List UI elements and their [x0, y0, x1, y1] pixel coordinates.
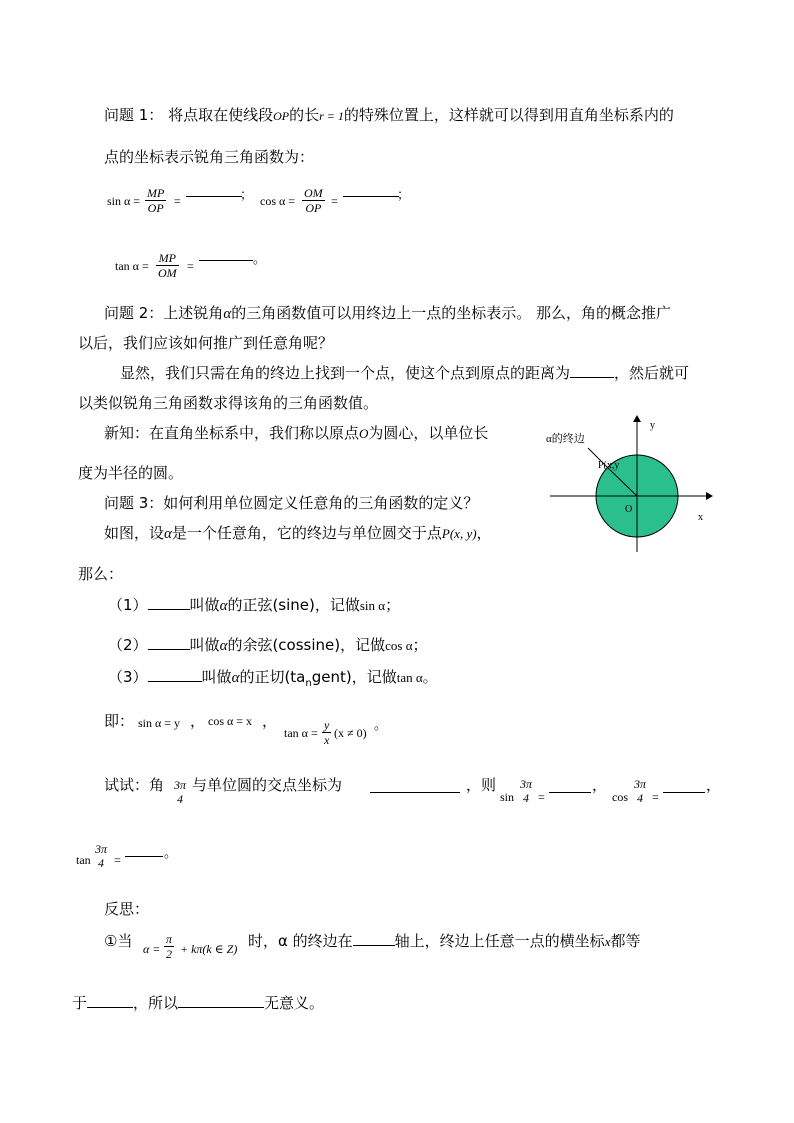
try-cos-eq: = — [652, 790, 659, 804]
q2-line3-b: ，然后就可 — [614, 364, 690, 382]
q2-line2-text: 以后，我们应该如何推广到任意角呢？ — [78, 334, 334, 352]
distance-blank — [570, 363, 614, 378]
def-num: （3） — [108, 668, 148, 686]
unit-circle-figure — [540, 410, 720, 560]
tan-lhs: tan α = — [115, 259, 149, 273]
try-comma2: ， — [706, 776, 722, 794]
tan-blank — [199, 246, 253, 261]
reflect-d: 都等 — [610, 932, 641, 950]
reflect-alpha-eq: α = — [143, 942, 161, 956]
def-end: 。 — [422, 668, 438, 686]
def-a: 叫做 — [189, 636, 220, 654]
alpha-symbol: α — [223, 306, 232, 322]
try-tan-fraction — [93, 842, 109, 870]
def-end: ； — [412, 636, 428, 654]
sin-num: MP — [147, 186, 165, 200]
try-cos-fraction — [632, 777, 648, 805]
q1-intro-a: 问题 1： 将点取在使线段 — [104, 106, 274, 124]
x-symbol: x — [604, 934, 611, 949]
q2-a: 问题 2：上述锐角 — [104, 304, 224, 322]
try-num: 3π — [95, 842, 108, 856]
try-sin: sin — [500, 790, 515, 804]
ji-tan-lhs: tan α = — [284, 726, 318, 740]
nk-a: 新知：在直角坐标系中，我们称以原点 — [104, 424, 360, 442]
reflect-pi-fraction — [164, 932, 174, 961]
reflect-c: 轴上，终边上任意一点的横坐标 — [394, 932, 605, 950]
alpha-symbol: α — [231, 670, 240, 686]
def-blank — [148, 635, 190, 650]
point-p-symbol: P(x, y) — [441, 526, 477, 541]
try-b: 与单位圆的交点坐标为 — [192, 776, 343, 794]
tan-period: 。 — [253, 252, 267, 267]
value-blank — [87, 993, 133, 1008]
def-symbol: sin α — [359, 598, 386, 613]
ji-tan-den: x — [324, 733, 330, 747]
sin-blank — [186, 182, 242, 197]
sin-eq: = — [174, 194, 181, 208]
try-coord-blank — [370, 778, 460, 793]
q2-line1 — [104, 302, 671, 325]
tan-num: MP — [158, 251, 176, 265]
try-den: 4 — [637, 791, 643, 805]
try-tan-eq: = — [114, 853, 121, 867]
reflect-b: 时，α 的终边在 — [248, 932, 353, 950]
try-sin-blank — [549, 778, 591, 793]
try-den: 4 — [523, 791, 529, 805]
q3-title — [104, 492, 478, 514]
q2-line4 — [78, 392, 378, 414]
q3-title-text: 问题 3：如何利用单位圆定义任意角的三角函数的定义？ — [104, 494, 479, 512]
try-den: 4 — [98, 856, 104, 870]
q3-a: 如图，设 — [104, 524, 165, 542]
def-symbol: tan α — [396, 670, 423, 685]
reflect-e: 于 — [72, 994, 88, 1012]
nk-line2: 度为半径的圆。 — [78, 464, 184, 482]
cos-fraction — [302, 186, 325, 215]
ji-label: 即： — [104, 712, 135, 730]
ji-sin: sin α = y — [138, 716, 181, 730]
def-end: ； — [385, 596, 401, 614]
def-cosine — [108, 634, 428, 657]
try-tan: tan — [76, 853, 91, 867]
q3-then — [78, 563, 123, 585]
ji-cond: (x ≠ 0) — [334, 726, 367, 740]
try-num: 3π — [634, 777, 647, 791]
origin-symbol: O — [359, 426, 369, 441]
reflect-f: ，所以 — [133, 994, 179, 1012]
y-axis-label: y — [650, 420, 655, 431]
alpha-symbol: α — [219, 638, 228, 654]
q2-line2 — [78, 332, 333, 354]
reflect-title-text: 反思： — [104, 900, 150, 918]
q2-line3 — [120, 362, 689, 384]
ji-tan-fraction — [322, 718, 331, 747]
q1-intro-c: 的特殊位置上，这样就可以得到用直角坐标系内的 — [343, 106, 674, 124]
x-axis-label: x — [698, 512, 703, 523]
def-b: 的余弦(cossine)，记做 — [227, 636, 386, 654]
r-eq-symbol: r = 1 — [319, 109, 344, 123]
nk-b: 为圆心，以单位长 — [368, 424, 489, 442]
q2-b: 的三角函数值可以用终边上一点的坐标表示。 那么，角的概念推广 — [231, 304, 671, 322]
q2-line3-a: 显然，我们只需在角的终边上找到一个点，使这个点到原点的距离为 — [120, 364, 571, 382]
try-end: 。 — [164, 846, 178, 861]
q2-line4-text: 以类似锐角三角函数求得该角的三角函数值。 — [78, 394, 379, 412]
ji-cos: cos α = x — [208, 714, 253, 728]
alpha-symbol: α — [164, 526, 172, 542]
q3-then-text: 那么： — [78, 565, 124, 583]
def-a: 叫做 — [189, 596, 220, 614]
def-blank — [148, 667, 202, 682]
def-blank — [148, 595, 190, 610]
try-angle-fraction — [172, 778, 188, 806]
def-num: （1） — [108, 596, 148, 614]
op-symbol: OP — [273, 109, 290, 123]
def-sine — [108, 594, 400, 617]
try-den: 4 — [177, 792, 183, 806]
cos-blank — [343, 182, 399, 197]
sin-den: OP — [145, 200, 166, 215]
try-cos: cos — [612, 790, 628, 804]
def-b: 的正弦(sine)，记做 — [227, 596, 360, 614]
q3-b: 是一个任意角，它的终边与单位圆交于点 — [171, 524, 442, 542]
reflect-line2 — [72, 992, 324, 1014]
def-tangent — [108, 666, 438, 695]
cos-lhs: cos α = — [260, 194, 296, 208]
q3-c: ， — [476, 524, 492, 542]
q1-line2-text: 点的坐标表示锐角三角函数为： — [104, 148, 315, 166]
try-sin-eq: = — [538, 790, 545, 804]
origin-label: O — [625, 504, 633, 515]
new-knowledge-line1 — [104, 422, 488, 445]
try-sin-fraction — [518, 777, 534, 805]
new-knowledge-line2 — [78, 462, 183, 484]
cos-semicolon: ； — [397, 188, 411, 203]
ji-end: 。 — [374, 718, 388, 733]
axis-blank — [353, 931, 395, 946]
try-a: 试试：角 — [104, 776, 165, 794]
tan-den: OM — [158, 266, 177, 280]
q1-intro-b: 的长 — [289, 106, 320, 124]
def-b2: gent)，记做 — [311, 668, 397, 686]
reflect-g: 无意义。 — [264, 994, 325, 1012]
try-comma: ， — [592, 776, 608, 794]
meaningless-blank — [178, 993, 264, 1008]
alpha-symbol: α — [219, 598, 228, 614]
ji-tan-num: y — [324, 718, 330, 732]
reflect-line1-rest — [248, 930, 640, 953]
ji-comma2: ， — [262, 712, 278, 730]
point-p-label: P(x,y — [598, 460, 620, 471]
try-num: 3π — [520, 777, 533, 791]
cos-eq: = — [331, 194, 338, 208]
try-num: 3π — [174, 778, 187, 792]
ji-comma: ， — [190, 712, 206, 730]
try-c: ，则 — [466, 776, 497, 794]
sin-semicolon: ； — [240, 188, 254, 203]
def-num: （2） — [108, 636, 148, 654]
cos-num: OM — [304, 186, 323, 200]
tan-fraction — [156, 251, 179, 280]
q1-line1 — [104, 104, 674, 127]
reflect-title — [104, 898, 149, 920]
sin-fraction — [145, 186, 166, 215]
reflect-two: 2 — [164, 946, 174, 961]
q3-line2 — [104, 522, 492, 545]
tan-eq: = — [187, 259, 194, 273]
def-b: 的正切(ta — [239, 668, 306, 686]
sin-lhs: sin α = — [107, 194, 141, 208]
try-cos-blank — [663, 778, 705, 793]
alpha-terminal-label: α的终边 — [546, 433, 585, 445]
reflect-a: ①当 — [104, 932, 133, 950]
def-sub: n — [305, 678, 312, 689]
try-tan-blank — [125, 842, 163, 857]
reflect-plus: + kπ(k ∈ Z) — [180, 942, 238, 956]
q1-line2 — [104, 146, 314, 168]
def-symbol: cos α — [385, 638, 413, 653]
cos-den: OP — [302, 200, 325, 215]
def-a: 叫做 — [201, 668, 232, 686]
reflect-pi: π — [166, 932, 173, 946]
